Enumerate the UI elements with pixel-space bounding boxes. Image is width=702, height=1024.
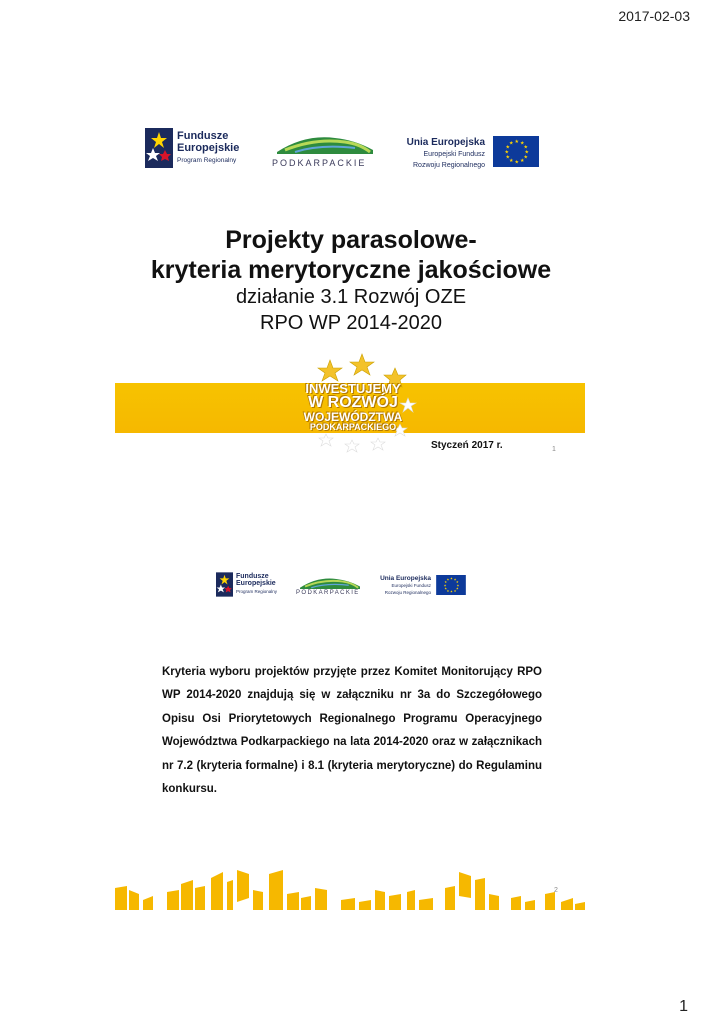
svg-text:★: ★ (453, 588, 457, 593)
svg-text:★: ★ (509, 158, 514, 164)
slogan-line2: W ROZWÓJ (308, 394, 398, 411)
fundusze-europejskie-logo-icon (145, 128, 173, 168)
svg-text:★: ★ (505, 154, 510, 161)
fe-logo-line2: Europejskie (177, 141, 240, 154)
svg-text:★: ★ (444, 586, 448, 591)
svg-text:★: ★ (509, 140, 514, 147)
slogan-line1: INWESTUJEMY (305, 381, 401, 396)
ue-logo-small-line3: Rozwoju Regionalnego (384, 590, 431, 596)
slogan-logo (288, 378, 418, 440)
ue-logo-line2: Europejski Fundusz (423, 151, 485, 158)
svg-text:★: ★ (520, 158, 525, 164)
print-date: 2017-02-03 (618, 8, 690, 24)
fe-logo-small-line2: Europejskie (236, 580, 276, 588)
sheet-number: 1 (679, 998, 688, 1015)
slide-subtitle-line1: działanie 3.1 Rozwój OZE (235, 286, 467, 308)
fundusze-europejskie-logo-icon (216, 572, 233, 597)
slide-subtitle-line2: RPO WP 2014-2020 (260, 312, 442, 334)
svg-text:★: ★ (504, 149, 509, 156)
svg-text:★: ★ (456, 583, 460, 588)
svg-text:★: ★ (453, 577, 457, 582)
svg-text:★: ★ (455, 580, 459, 585)
fe-logo-small-line1: Fundusze (236, 573, 269, 580)
svg-text:★: ★ (520, 140, 525, 147)
yellow-footer-pattern-icon (115, 868, 585, 912)
svg-text:★: ★ (524, 149, 529, 156)
ue-logo-line1: Unia Europejska (406, 137, 485, 148)
eu-flag-icon (493, 136, 539, 167)
ue-logo-small-line1: Unia Europejska (380, 575, 431, 582)
slide-number-2: 2 (554, 887, 558, 894)
podkarpackie-logo-icon (275, 130, 375, 154)
slide-title-line1: Projekty parasolowe- (225, 226, 477, 254)
ue-logo-line3: Rozwoju Regionalnego (413, 162, 485, 169)
podkarpackie-logo-text: PODKARPACKIE (272, 158, 367, 168)
slogan-line4: PODKARPACKIEGO (309, 422, 397, 432)
logo-strip-large (145, 128, 545, 172)
svg-text:★: ★ (523, 144, 528, 151)
fe-logo-line1: Fundusze (177, 130, 229, 142)
svg-text:★: ★ (443, 583, 447, 588)
svg-text:★: ★ (446, 577, 450, 582)
svg-text:★: ★ (450, 589, 453, 594)
slide-title-line2: kryteria merytoryczne jakościowe (150, 256, 552, 284)
svg-text:★: ★ (514, 159, 519, 166)
svg-text:★: ★ (505, 144, 510, 151)
slide-number-1: 1 (552, 446, 556, 453)
podkarpackie-logo-icon (298, 574, 362, 589)
svg-text:★: ★ (444, 580, 448, 585)
svg-text:★: ★ (446, 588, 450, 593)
logo-strip-small (216, 572, 476, 602)
podkarpackie-logo-small-text: PODKARPACKIE (296, 590, 360, 596)
svg-text:★: ★ (523, 154, 528, 161)
svg-text:★: ★ (450, 576, 453, 581)
eu-flag-icon (436, 575, 466, 595)
slide-date-caption: Styczeń 2017 r. (431, 440, 503, 451)
slogan-line3: WOJEWÓDZTWA (303, 410, 403, 424)
fe-logo-line3: Program Regionalny (177, 157, 237, 165)
svg-text:★: ★ (455, 586, 459, 591)
svg-text:★: ★ (514, 139, 519, 145)
fe-logo-small-line3: Program Regionalny (236, 588, 278, 594)
ue-logo-small-line2: Europejski Fundusz (391, 583, 431, 589)
slide-2-body-text: Kryteria wyboru projektów przyjęte przez Komitet Monitorujący RPO WP 2014-2020 znajdują się w załączniku nr 3a do Szczegółowego Opisu Osi Priorytetowych Regionalnego Programu Operacyjnego Województwa Podkarpackiego na lata 2014-2020 oraz w załącznikach nr 7.2 (kryteria formalne) i 8.1 (kryteria merytoryczne) do Regulaminu konkursu. (162, 666, 542, 796)
